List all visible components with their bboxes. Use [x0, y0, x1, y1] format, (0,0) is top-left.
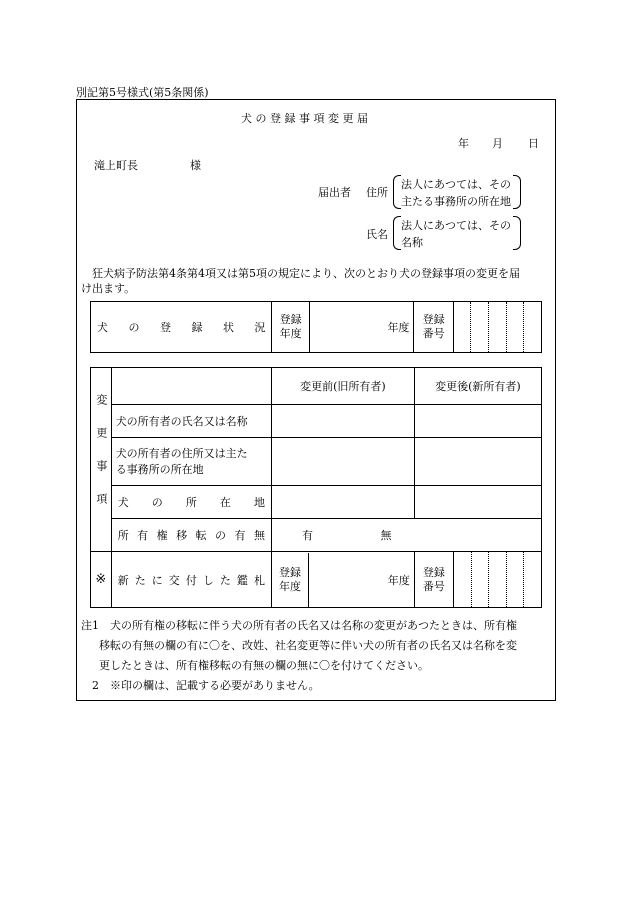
row-new-tag-label: 新 た に 交 付 し た 鑑 札 [117, 573, 265, 587]
registration-year-label [272, 302, 309, 353]
row-transfer-label: 所 有 権 移 転 の 有 無 [117, 529, 265, 542]
form-title: 犬 の 登 録 事 項 変 更 届 [241, 112, 368, 125]
row-transfer-cell [111, 519, 271, 552]
new-tag-year-value[interactable] [309, 553, 414, 607]
changes-header-blank [111, 368, 271, 405]
row-owner-address-line1: 犬の所有者の住所又は主た [115, 446, 248, 460]
address-bracket-left [393, 175, 401, 209]
registration-number-digit-2[interactable] [471, 302, 489, 353]
registration-number-label-2: 番号 [422, 327, 445, 340]
registration-year-label-2: 年度 [279, 327, 302, 340]
new-tag-year-label [272, 553, 309, 607]
row-owner-name-label: 犬の所有者の氏名又は名称 [111, 405, 271, 438]
dog-location-before[interactable] [272, 486, 415, 519]
name-label: 氏名 [366, 228, 388, 241]
dog-location-after[interactable] [414, 486, 541, 519]
transfer-yes-option[interactable]: 有 [302, 529, 314, 542]
col-after-header: 変更後(新所有者) [414, 368, 541, 405]
new-tag-year-cell [272, 552, 415, 608]
new-tag-number-label [414, 552, 453, 608]
registration-status-label: 犬 の 登 録 状 況 [97, 321, 266, 334]
registration-year-label-1: 登録 [279, 313, 302, 326]
office-use-mark: ※ [91, 552, 112, 608]
addressee-honorific: 様 [190, 159, 201, 172]
registration-number-label [414, 302, 453, 353]
addressee-name: 滝上町長 [94, 159, 138, 172]
registration-status-label-cell [91, 302, 272, 353]
new-tag-number-digit-1[interactable] [454, 552, 472, 608]
changes-table [90, 367, 542, 608]
registration-number-label-1: 登録 [422, 313, 445, 326]
new-tag-number-label-2: 番号 [422, 579, 445, 593]
owner-name-before[interactable] [272, 405, 415, 438]
intro-line1: 狂犬病予防法第4条第4項又は第5項の規定により、次のとおり犬の登録事項の変更を届 [92, 267, 520, 280]
address-label: 住所 [366, 186, 388, 199]
new-tag-number-label-1: 登録 [422, 565, 445, 579]
new-tag-number-digit-3[interactable] [489, 552, 507, 608]
registration-status-table [90, 301, 542, 353]
owner-address-before[interactable] [272, 438, 415, 486]
registration-year-value[interactable] [309, 302, 414, 353]
address-note-line2: 主たる事務所の所在地 [401, 195, 511, 208]
date-month: 月 [492, 137, 503, 150]
changes-side-label-cell [91, 368, 112, 552]
date-year: 年 [458, 137, 469, 150]
new-tag-year-label-2: 年度 [279, 579, 302, 593]
new-tag-number-digit-4[interactable] [506, 552, 524, 608]
row-dog-location-cell [111, 486, 271, 519]
registration-number-digit-4[interactable] [506, 302, 524, 353]
form-reference: 別記第5号様式(第5条関係) [76, 86, 209, 99]
note-1-line1: 注1 犬の所有権の移転に伴う犬の所有者の氏名又は名称の変更があつたときは、所有権 [81, 619, 517, 632]
transfer-choice-cell [272, 519, 542, 552]
address-note-line1: 法人にあつては、その [401, 178, 511, 191]
row-dog-location-label: 犬 の 所 在 地 [117, 496, 265, 509]
note-1-line2: 移転の有無の欄の有に〇を、改姓、社名変更等に伴い犬の所有者の氏名又は名称を変 [99, 639, 517, 652]
registration-number-digit-1[interactable] [453, 302, 471, 353]
name-note-line2: 名称 [401, 236, 423, 249]
note-2: 2 ※印の欄は、記載する必要がありません。 [92, 679, 320, 692]
registration-nendo: 年度 [387, 321, 410, 334]
name-bracket-right [513, 216, 521, 250]
new-tag-number-digit-2[interactable] [471, 552, 489, 608]
new-tag-year-label-1: 登録 [279, 565, 302, 579]
changes-side-label: 変更事項 [94, 393, 108, 526]
row-new-tag-cell [111, 552, 271, 608]
row-owner-address-line2: る事務所の所在地 [115, 462, 204, 476]
intro-line2: け出ます。 [81, 282, 136, 295]
registration-number-digit-3[interactable] [489, 302, 507, 353]
new-tag-number-digit-5[interactable] [524, 552, 542, 608]
address-bracket-right [513, 175, 521, 209]
name-bracket-left [393, 216, 401, 250]
note-1-line3: 更したときは、所有権移転の有無の欄の無に〇を付けてください。 [99, 659, 429, 672]
date-day: 日 [528, 137, 539, 150]
owner-address-after[interactable] [414, 438, 541, 486]
applicant-label: 届出者 [318, 186, 351, 199]
owner-name-after[interactable] [414, 405, 541, 438]
col-before-header: 変更前(旧所有者) [272, 368, 415, 405]
transfer-no-option[interactable]: 無 [380, 529, 392, 542]
registration-number-digit-5[interactable] [524, 302, 542, 353]
new-tag-nendo: 年度 [387, 573, 410, 587]
row-owner-address-label [111, 438, 271, 486]
name-note-line1: 法人にあつては、その [401, 219, 511, 232]
